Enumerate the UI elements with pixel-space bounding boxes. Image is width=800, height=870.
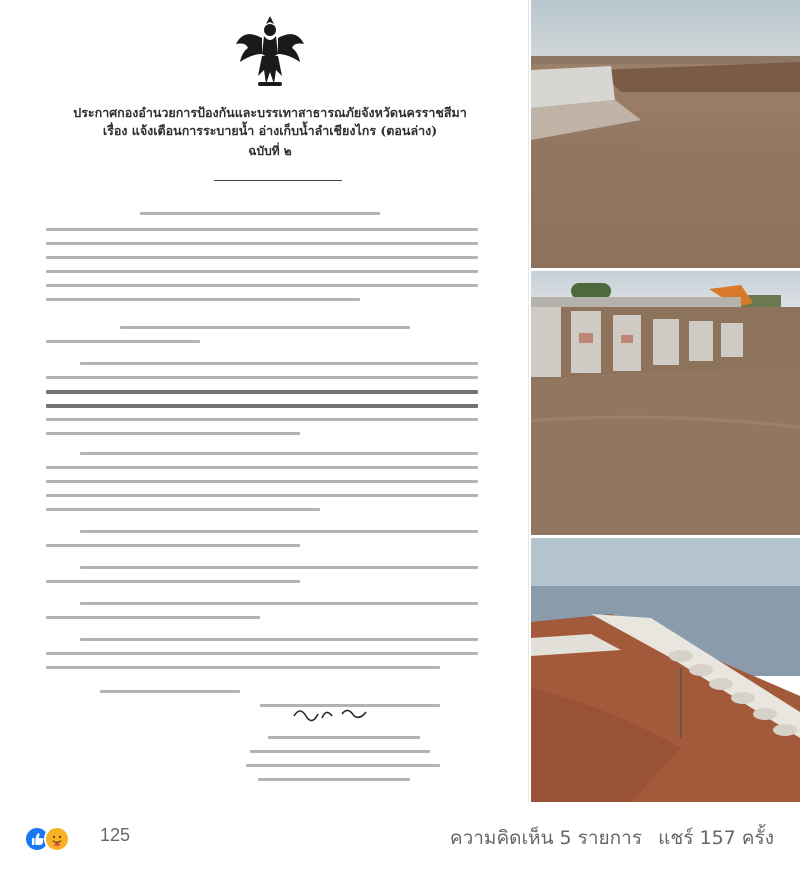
document-text-line bbox=[46, 228, 478, 231]
document-text-line bbox=[46, 508, 320, 511]
document-title: ประกาศกองอำนวยการป้องกันและบรรเทาสาธารณภัยจังหวัดนครราชสีมา bbox=[73, 105, 467, 120]
document-text-line bbox=[46, 580, 300, 583]
document-text-line bbox=[80, 602, 478, 605]
sandbag-embankment-photo[interactable] bbox=[531, 538, 800, 802]
spillway-overflow-photo[interactable] bbox=[531, 0, 800, 268]
document-text-line bbox=[46, 494, 478, 497]
reactions-summary[interactable] bbox=[24, 824, 84, 854]
document-text-line bbox=[46, 480, 478, 483]
document-text-line bbox=[80, 452, 478, 455]
document-text-line bbox=[46, 418, 478, 421]
comments-count-link[interactable]: ความคิดเห็น 5 รายการ bbox=[449, 827, 643, 849]
document-text-line bbox=[46, 432, 300, 435]
document-text-line bbox=[46, 466, 478, 469]
document-text-line bbox=[80, 530, 478, 533]
title-divider bbox=[214, 180, 342, 181]
document-text-line bbox=[46, 270, 478, 273]
document-text-line bbox=[46, 284, 478, 287]
document-issue-number: ฉบับที่ ๒ bbox=[248, 144, 292, 158]
document-subject: เรื่อง แจ้งเตือนการระบายน้ำ อ่างเก็บน้ำลำเชียงไกร (ตอนล่าง) bbox=[102, 123, 438, 138]
dam-gate-pillars-photo[interactable] bbox=[531, 271, 800, 535]
care-icon[interactable] bbox=[44, 826, 70, 852]
document-text-line bbox=[100, 690, 240, 693]
garuda-emblem-icon bbox=[234, 14, 306, 90]
document-text-line bbox=[46, 616, 260, 619]
document-text-line bbox=[46, 256, 478, 259]
document-text-line bbox=[268, 736, 420, 739]
document-text-line bbox=[246, 764, 440, 767]
document-text-line bbox=[46, 544, 300, 547]
document-text-line bbox=[120, 326, 410, 329]
document-text-line bbox=[46, 242, 478, 245]
document-text-line bbox=[140, 212, 380, 215]
post-engagement-bar bbox=[0, 806, 800, 870]
document-text-line bbox=[80, 638, 478, 641]
document-text-line bbox=[46, 652, 478, 655]
signature bbox=[290, 702, 380, 724]
document-text-line bbox=[46, 666, 440, 669]
shares-count-link[interactable]: แชร์ 157 ครั้ง bbox=[658, 827, 774, 849]
document-text-line bbox=[250, 750, 430, 753]
document-text-line bbox=[46, 390, 478, 394]
document-text-line bbox=[46, 404, 478, 408]
reaction-count[interactable]: 125 bbox=[100, 825, 131, 845]
document-text-line bbox=[258, 778, 410, 781]
document-text-line bbox=[46, 376, 478, 379]
engagement-counts bbox=[440, 823, 774, 853]
document-text-line bbox=[80, 362, 478, 365]
document-text-line bbox=[46, 298, 360, 301]
document-text-line bbox=[46, 340, 200, 343]
document-text-line bbox=[80, 566, 478, 569]
